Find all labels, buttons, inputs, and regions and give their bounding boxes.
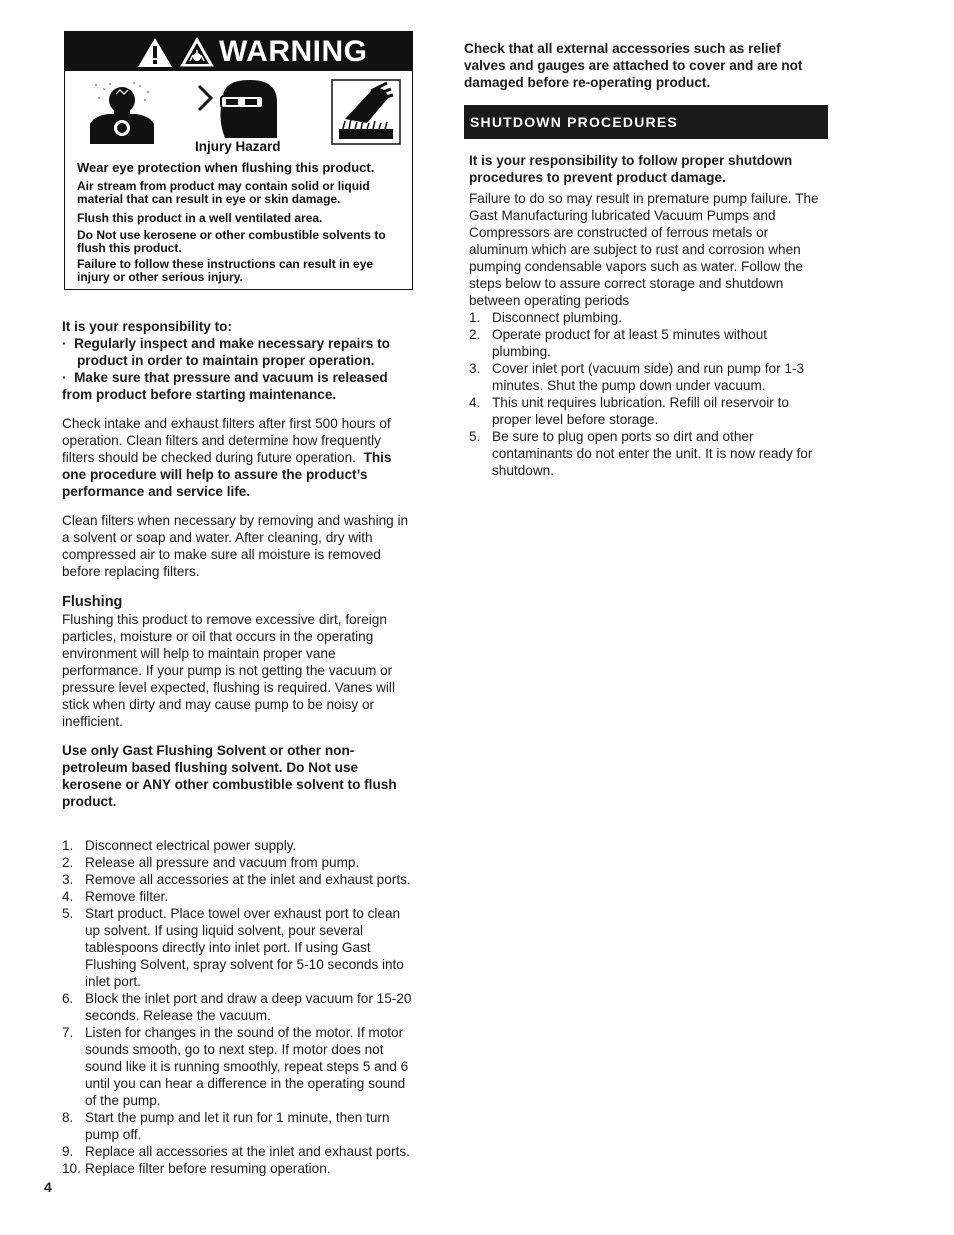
step-item: [469, 394, 825, 428]
warning-line: Air stream from product may contain solid or liquid material that can result in eye or skin damage.: [77, 179, 370, 206]
warning-header: [65, 32, 412, 71]
responsibility-intro: It is your responsibility to:: [62, 319, 232, 334]
step-text: Cover inlet port (vacuum side) and run pump for 1-3 minutes. Shut the pump down under vacuum.: [492, 361, 805, 393]
left-column: [62, 318, 414, 1177]
step-item: [62, 888, 414, 905]
step-text: Be sure to plug open ports so dirt and other contaminants do not enter the unit. It is now ready for shutdown.: [492, 429, 813, 478]
step-item: [62, 871, 414, 888]
step-number: 5.: [469, 429, 481, 444]
step-item: [469, 326, 825, 360]
shutdown-paragraph: Failure to do so may result in premature pump failure. The Gast Manufacturing lubricated Vacuum Pumps and Compressors are constructed of ferrous metals or aluminum which are subject to rust and corrosion when pumping condensable vapors such as water. Follow the steps below to assure correct storage and shutdown between operating periods: [469, 191, 819, 308]
flushing-warning: Use only Gast Flushing Solvent or other non-petroleum based flushing solvent. Do Not use kerosene or ANY other combustible solvent to flush product.: [62, 743, 397, 809]
step-number: 2.: [62, 855, 74, 870]
step-number: 10.: [62, 1161, 81, 1176]
step-number: 4.: [469, 395, 481, 410]
step-number: 3.: [469, 361, 481, 376]
warning-line: Do Not use kerosene or other combustible solvents to flush this product.: [77, 228, 386, 255]
step-item: [62, 905, 414, 990]
step-item: [469, 309, 825, 326]
step-text: Disconnect electrical power supply.: [85, 838, 297, 853]
step-number: 1.: [62, 838, 74, 853]
respirator-icon: [90, 80, 154, 144]
warning-box: [64, 31, 413, 290]
shutdown-bold-note: It is your responsibility to follow proper shutdown procedures to prevent product damage.: [469, 153, 793, 185]
responsibility-bullet: · Make sure that pressure and vacuum is released from product before starting maintenance.: [62, 370, 388, 402]
filters-paragraph: Check intake and exhaust filters after first 500 hours of operation. Clean filters and determine how frequently filters should be checked during future operation. This one procedure will help to assure the product’s performance and service life.: [62, 416, 392, 499]
accessories-note: Check that all external accessories such as relief valves and gauges are attached to cover and are not damaged before re-operating product.: [464, 41, 803, 90]
step-text: Start product. Place towel over exhaust port to clean up solvent. If using liquid solvent, pour several tablespoons directly into inlet port. If using Gast Flushing Solvent, spray solvent for 5-10 seconds into inlet port.: [85, 906, 404, 989]
step-item: [469, 360, 825, 394]
step-item: [469, 428, 825, 479]
step-number: 4.: [62, 889, 74, 904]
flushing-heading: Flushing: [62, 594, 123, 610]
step-item: [62, 1160, 414, 1177]
filters-cleaning-paragraph: Clean filters when necessary by removing and washing in a solvent or soap and water. After cleaning, dry with compressed air to make sure all moisture is removed before replacing filters.: [62, 513, 409, 579]
warning-title: WARNING: [219, 35, 368, 68]
step-text: Block the inlet port and draw a deep vacuum for 15-20 seconds. Release the vacuum.: [85, 991, 412, 1023]
step-text: Replace filter before resuming operation.: [85, 1161, 331, 1176]
step-number: 8.: [62, 1110, 74, 1125]
shutdown-heading-bar: [464, 105, 828, 139]
step-text: This unit requires lubrication. Refill oil reservoir to proper level before storage.: [492, 395, 789, 427]
step-number: 3.: [62, 872, 74, 887]
step-item: [62, 1143, 414, 1160]
step-item: [62, 854, 414, 871]
step-text: Release all pressure and vacuum from pump.: [85, 855, 360, 870]
step-number: 6.: [62, 991, 74, 1006]
warning-line: Failure to follow these instructions can result in eye injury or other serious injury.: [77, 257, 374, 284]
page-number: 4: [44, 1179, 52, 1195]
step-text: Operate product for at least 5 minutes without plumbing.: [492, 327, 768, 359]
step-text: Start the pump and let it run for 1 minute, then turn pump off.: [85, 1110, 390, 1142]
warning-line: Flush this product in a well ventilated area.: [77, 211, 323, 225]
shutdown-steps: [469, 309, 825, 479]
step-text: Listen for changes in the sound of the motor. If motor sounds smooth, go to next step. If motor does not sound like it is running smoothly, repeat steps 5 and 6 until you can hear a difference in the operating sound of the pump.: [85, 1025, 409, 1108]
step-text: Replace all accessories at the inlet and exhaust ports.: [85, 1144, 410, 1159]
hazard-label: Injury Hazard: [195, 139, 281, 154]
step-text: Remove filter.: [85, 889, 169, 904]
warning-line: Wear eye protection when flushing this product.: [77, 160, 375, 175]
step-text: Remove all accessories at the inlet and exhaust ports.: [85, 872, 411, 887]
step-number: 7.: [62, 1025, 74, 1040]
step-number: 2.: [469, 327, 481, 342]
explosion-hazard-icon: [180, 37, 214, 67]
right-column: [469, 152, 825, 479]
step-item: [62, 990, 414, 1024]
step-text: Disconnect plumbing.: [492, 310, 622, 325]
step-item: [62, 1024, 414, 1109]
alert-triangle-icon: [137, 37, 173, 68]
step-item: [62, 837, 414, 854]
step-number: 1.: [469, 310, 481, 325]
shutdown-heading: SHUTDOWN PROCEDURES: [470, 114, 678, 130]
step-item: [62, 1109, 414, 1143]
step-number: 5.: [62, 906, 74, 921]
flushing-steps: [62, 837, 414, 1177]
step-number: 9.: [62, 1144, 74, 1159]
eye-protection-icon: [195, 78, 305, 140]
hand-solvent-icon: [331, 79, 401, 145]
responsibility-bullet: · Regularly inspect and make necessary repairs to product in order to maintain proper operation.: [62, 336, 390, 368]
flushing-paragraph: Flushing this product to remove excessive dirt, foreign particles, moisture or oil that occurs in the operating environment will help to maintain proper vane performance. If your pump is not getting the vacuum or pressure level expected, flushing is required. Vanes will stick when dirty and may cause pump to be noisy or inefficient.: [62, 612, 395, 729]
